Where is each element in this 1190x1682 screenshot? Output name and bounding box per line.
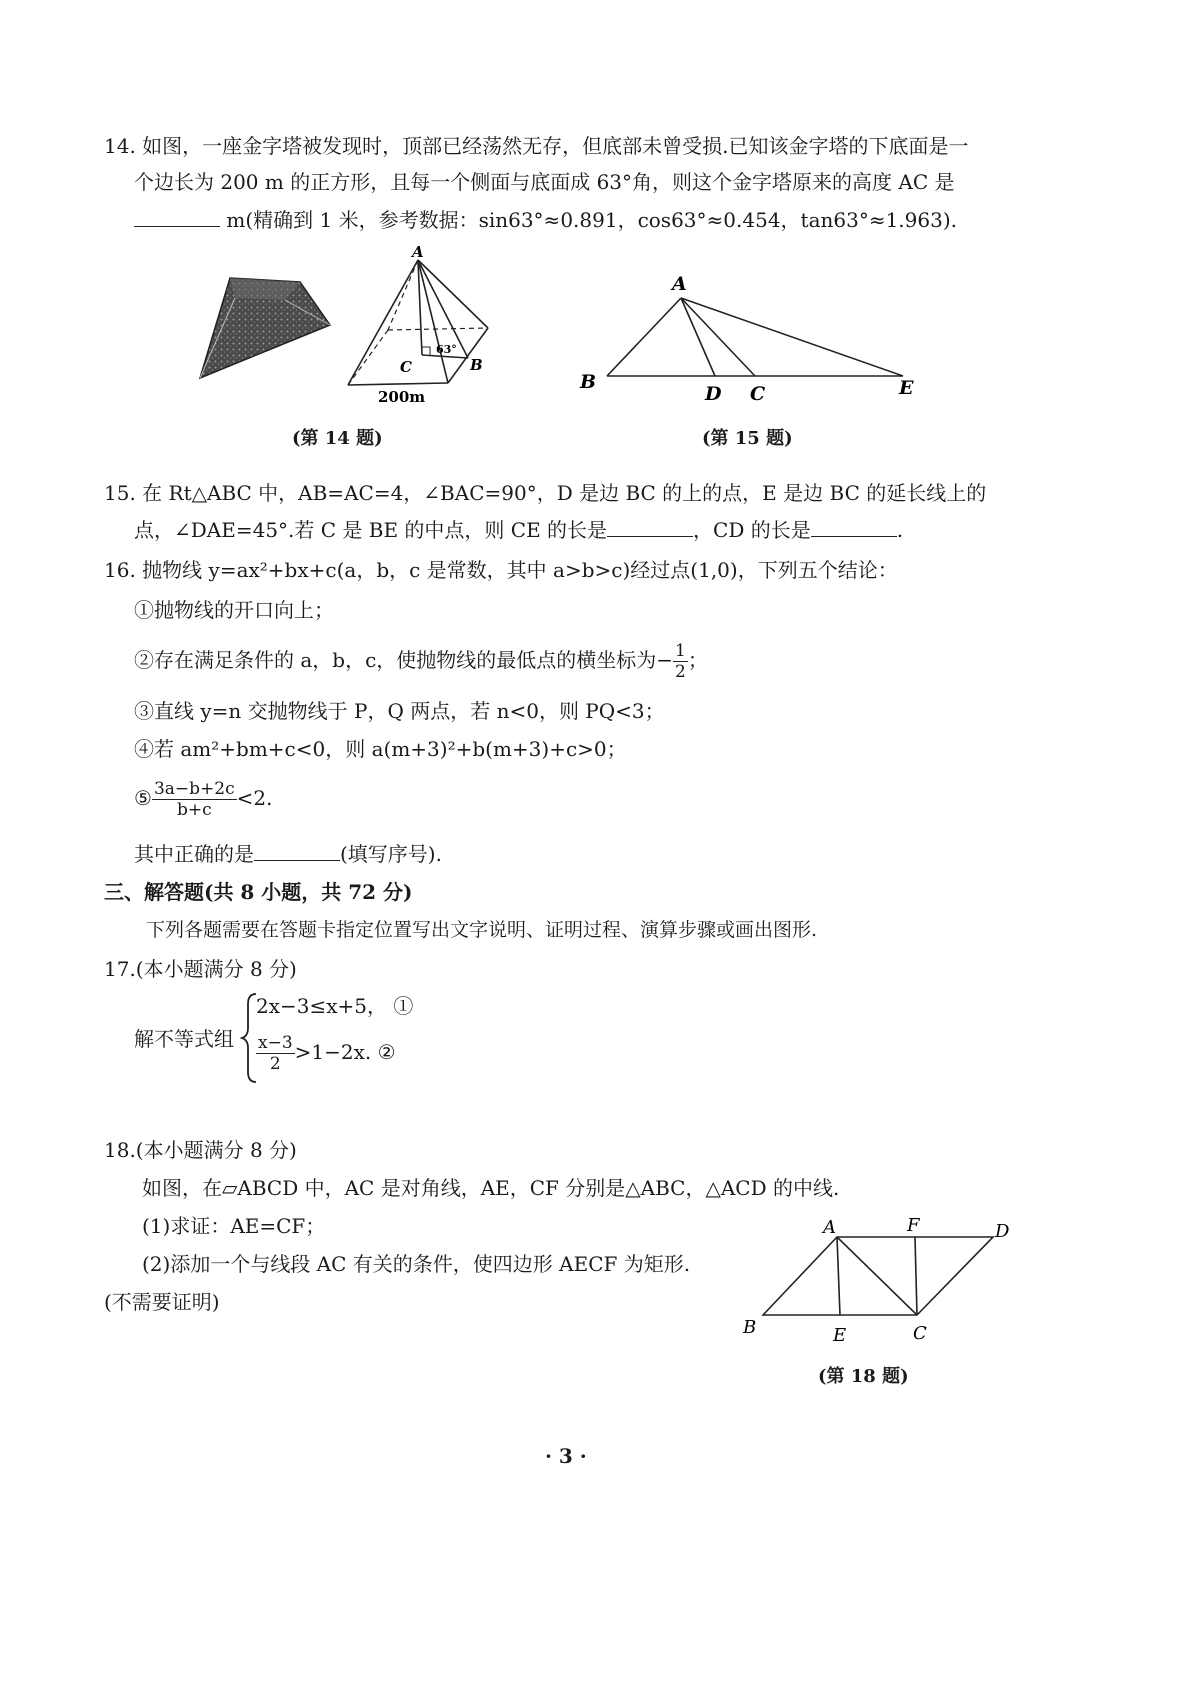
fig14-base-label: 200m xyxy=(378,388,426,406)
q15-line2 xyxy=(134,516,903,544)
q16-c2-text: ②存在满足条件的 a，b，c，使抛物线的最低点的横坐标为− xyxy=(134,648,674,672)
fraction-denominator: 2 xyxy=(269,1054,281,1074)
pyramid-diagram xyxy=(340,240,500,410)
q16-c2-end: ； xyxy=(687,648,708,672)
fig18-label-f: F xyxy=(907,1215,920,1236)
fig15-label-b: B xyxy=(580,371,597,393)
q16-c5-suffix: <2. xyxy=(236,786,273,810)
fig14-angle-label: 63° xyxy=(436,343,457,356)
q15-line2-text-b: ，CD 的长是 xyxy=(693,518,811,542)
fraction-one-half xyxy=(673,641,688,682)
fig15-label-a: A xyxy=(672,273,687,295)
q18-part2-note: (不需要证明) xyxy=(104,1290,220,1314)
answer-blank-q16[interactable] xyxy=(254,840,340,861)
fig15-label-d: D xyxy=(705,383,722,405)
q16-ask-text-a: 其中正确的是 xyxy=(134,842,254,866)
answer-blank-ce[interactable] xyxy=(607,516,693,537)
fig18-label-d: D xyxy=(995,1221,1010,1242)
fig18-label-c: C xyxy=(913,1323,927,1344)
q16-c5-prefix: ⑤ xyxy=(134,786,152,810)
q16-ask-text-b: (填写序号). xyxy=(340,842,442,866)
fig15-caption: (第 15 题) xyxy=(702,428,793,449)
q18-part1: (1)求证：AE=CF； xyxy=(142,1214,326,1238)
fig18-label-e: E xyxy=(833,1325,847,1346)
q18-part2: (2)添加一个与线段 AC 有关的条件，使四边形 AECF 为矩形. xyxy=(142,1252,691,1276)
page-number: · 3 · xyxy=(545,1444,587,1468)
fraction-c5 xyxy=(152,779,237,820)
q15-line2-text-a: 点，∠DAE=45°.若 C 是 BE 的中点，则 CE 的长是 xyxy=(134,518,608,542)
answer-blank[interactable] xyxy=(134,206,220,227)
fraction-numerator: 3a−b+2c xyxy=(153,779,235,799)
parallelogram-diagram xyxy=(735,1205,1025,1355)
fig14-label-b: B xyxy=(470,356,483,374)
q16-ask xyxy=(134,840,442,868)
q16-conclusion-5 xyxy=(134,776,272,820)
inequality-2 xyxy=(256,1030,396,1074)
fig14-label-a: A xyxy=(412,243,424,261)
fig15-label-c: C xyxy=(750,383,766,405)
q18-line1: 如图，在▱ABCD 中，AC 是对角线，AE，CF 分别是△ABC，△ACD 的中线. xyxy=(142,1176,840,1200)
q17-header: 17.(本小题满分 8 分) xyxy=(104,957,297,981)
q16-conclusion-2 xyxy=(134,638,708,682)
q17-prompt: 解不等式组 xyxy=(134,1027,234,1051)
q14-line1: 14. 如图，一座金字塔被发现时，顶部已经荡然无存，但底部未曾受损.已知该金字塔的下底面是一 xyxy=(104,134,969,158)
fig18-label-a: A xyxy=(823,1217,836,1238)
fraction-numerator: x−3 xyxy=(258,1033,293,1053)
fraction-denominator: 2 xyxy=(675,662,686,682)
q14-line3-text: m(精确到 1 米，参考数据：sin63°≈0.891，cos63°≈0.454，tan63°≈1.963). xyxy=(226,208,958,232)
section-note: 下列各题需要在答题卡指定位置写出文字说明、证明过程、演算步骤或画出图形. xyxy=(146,919,818,941)
fraction-numerator: 1 xyxy=(675,641,686,661)
fig18-label-b: B xyxy=(743,1317,757,1338)
q15-line1: 15. 在 Rt△ABC 中，AB=AC=4，∠BAC=90°，D 是边 BC 的上的点，E 是边 BC 的延长线上的 xyxy=(104,481,987,505)
fraction-ineq2 xyxy=(256,1033,295,1074)
fig14-label-c: C xyxy=(400,358,412,376)
q16-conclusion-3: ③直线 y=n 交抛物线于 P，Q 两点，若 n<0，则 PQ<3； xyxy=(134,699,665,723)
q14-line2: 个边长为 200 m 的正方形，且每一个侧面与底面成 63°角，则这个金字塔原来的高度 AC 是 xyxy=(134,170,955,194)
answer-blank-cd[interactable] xyxy=(811,516,897,537)
q14-line3 xyxy=(134,206,957,234)
section-title: 三、解答题(共 8 小题，共 72 分) xyxy=(104,880,413,904)
q16-line1: 16. 抛物线 y=ax²+bx+c(a，b，c 是常数，其中 a>b>c)经过点(1,0)，下列五个结论： xyxy=(104,558,898,582)
triangle-diagram xyxy=(575,268,925,408)
q16-conclusion-1: ①抛物线的开口向上； xyxy=(134,598,334,622)
fig18-caption: (第 18 题) xyxy=(818,1366,909,1387)
q16-conclusion-4: ④若 am²+bm+c<0，则 a(m+3)²+b(m+3)+c>0； xyxy=(134,737,627,761)
fig14-caption: (第 14 题) xyxy=(292,428,383,449)
inequality-2-rest: >1−2x. ② xyxy=(294,1040,396,1064)
q18-header: 18.(本小题满分 8 分) xyxy=(104,1138,297,1162)
pyramid-photo xyxy=(190,270,340,385)
inequality-1: 2x−3≤x+5， ① xyxy=(256,994,414,1018)
fraction-denominator: b+c xyxy=(176,800,212,820)
q15-line2-text-c: . xyxy=(896,518,904,542)
fig15-label-e: E xyxy=(899,377,914,399)
